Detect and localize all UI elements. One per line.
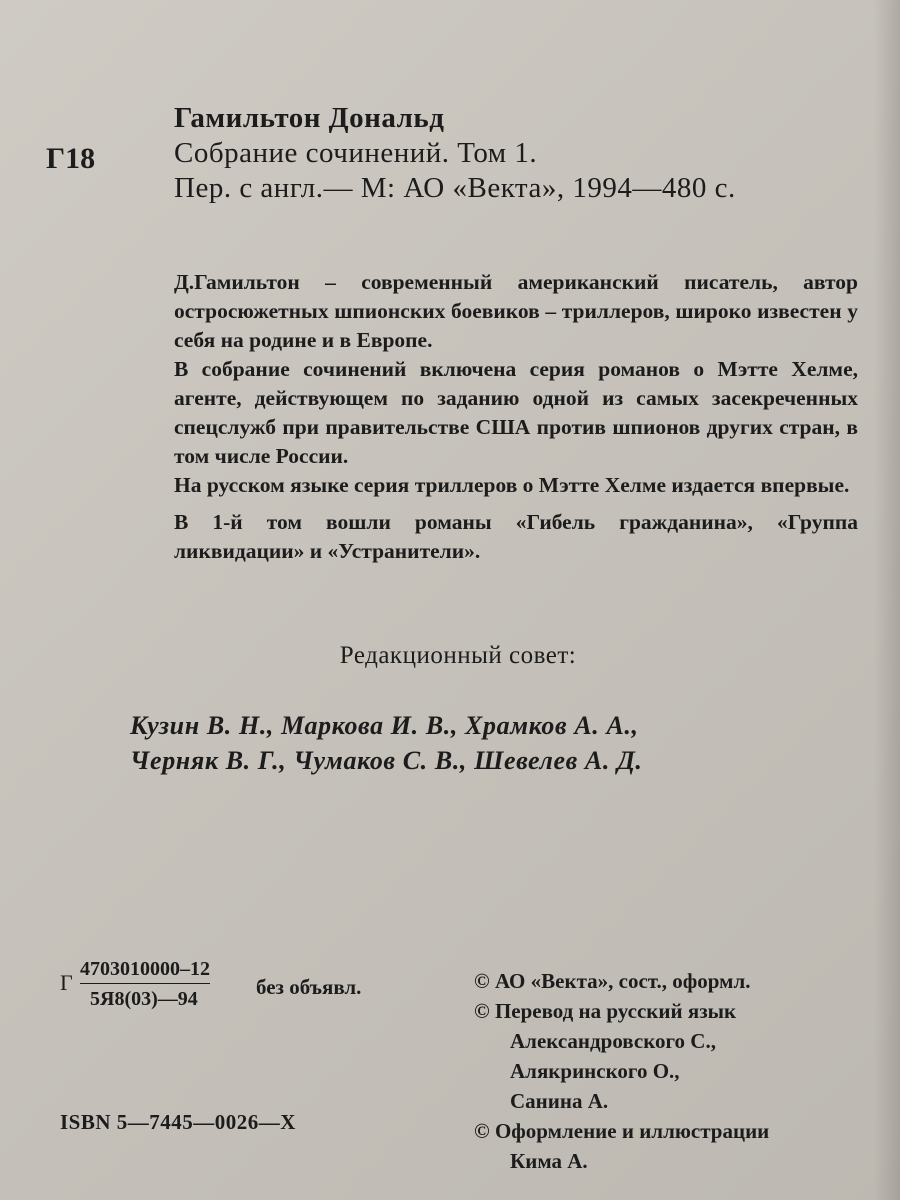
catalog-code: Г18 <box>46 142 96 175</box>
copyright-line: Александровского С., <box>510 1029 716 1053</box>
publication-info: Пер. с англ.— М: АО «Векта», 1994—480 с. <box>174 172 736 204</box>
annotation-paragraph: В собрание сочинений включена серия романов о Мэтте Хелме, агенте, действующем по заданию одной из самых засекреченных спецслужб при правительстве США против шпионов других стран, в том числе России. <box>174 357 858 468</box>
copyright-line: Алякринского О., <box>510 1059 680 1083</box>
editorial-council-title: Редакционный совет: <box>339 642 577 669</box>
annotation <box>174 268 858 566</box>
copyright-block <box>474 966 769 1176</box>
book-title: Собрание сочинений. Том 1. <box>174 137 538 169</box>
index-note: без объявл. <box>256 975 362 999</box>
copyright-line: © Перевод на русский язык <box>474 999 737 1023</box>
index-numerator: 4703010000–12 <box>80 958 210 984</box>
annotation-paragraph: На русском языке серия триллеров о Мэтте Хелме издается впервые. <box>174 473 850 497</box>
page-edge-shadow <box>874 0 900 1200</box>
annotation-paragraph: Д.Гамильтон – современный американский писатель, автор остросюжетных шпионских боевиков – триллеров, широко известен у себя на родине и в Европе. <box>174 270 858 352</box>
isbn: ISBN 5—7445—0026—X <box>60 1110 296 1134</box>
copyright-line: Кима А. <box>510 1149 588 1173</box>
editorial-council-names <box>130 708 643 778</box>
council-names-line: Черняк В. Г., Чумаков С. В., Шевелев А. Д. <box>130 746 643 775</box>
council-names-line: Кузин В. Н., Маркова И. В., Храмков А. А., <box>130 711 639 740</box>
copyright-line: © Оформление и иллюстрации <box>474 1119 770 1143</box>
index-denominator: 5Я8(03)—94 <box>90 988 198 1010</box>
index-prefix: Г <box>60 970 73 995</box>
copyright-line: © АО «Векта», сост., оформл. <box>474 969 751 993</box>
copyright-line: Санина А. <box>510 1089 609 1113</box>
author-name: Гамильтон Дональд <box>174 102 445 134</box>
annotation-paragraph: В 1-й том вошли романы «Гибель гражданина», «Группа ликвидации» и «Устранители». <box>174 510 858 563</box>
